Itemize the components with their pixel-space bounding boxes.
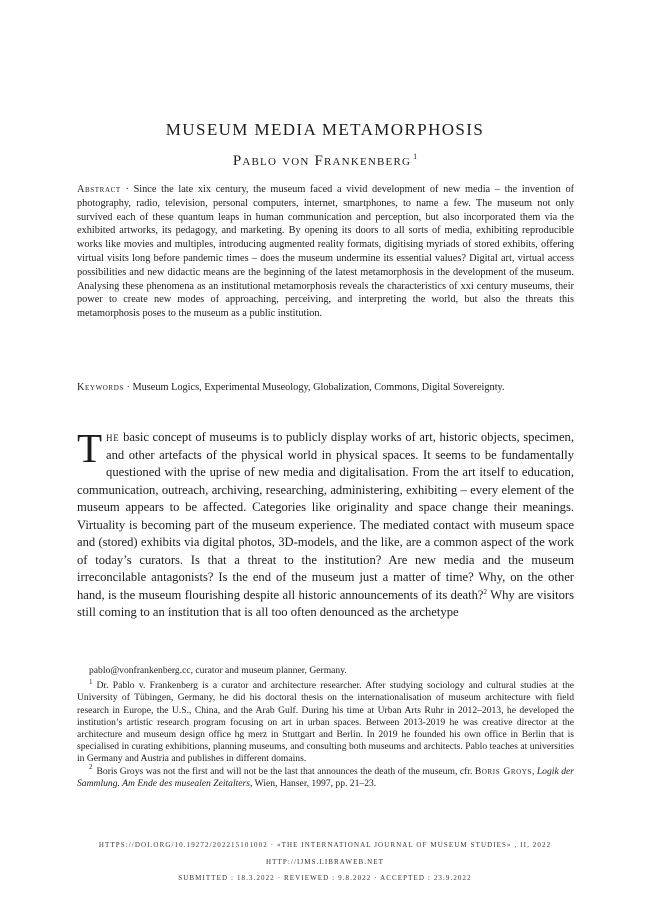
drop-cap: T [77, 425, 103, 471]
body-smallcaps-start: he [106, 430, 120, 444]
abstract-separator: · [125, 184, 129, 195]
abstract [77, 183, 574, 321]
author-line [0, 152, 650, 170]
article-title: MUSEUM MEDIA METAMORPHOSIS [165, 120, 485, 139]
keywords-text: Museum Logics, Experimental Museology, Globalization, Commons, Digital Sovereignty. [132, 382, 505, 393]
footnote-2 [77, 763, 574, 790]
footnote-2-author: Boris Groys [474, 765, 532, 777]
journal-url[interactable]: HTTP://IJMS.LIBRAWEB.NET [265, 858, 384, 866]
footnote-2-text-b: , [531, 765, 537, 777]
footnotes [77, 665, 574, 790]
submission-dates: SUBMITTED : 18.3.2022 · REVIEWED : 9.8.2022 · ACCEPTED : 23.9.2022 [178, 874, 472, 882]
doi-line[interactable]: HTTPS://DOI.ORG/10.19272/202215101002 · «THE INTERNATIONAL JOURNAL OF MUSEUM STUDIES» , II, 2022 [98, 841, 552, 849]
author-contact [77, 665, 574, 677]
abstract-text: Since the late xix century, the museum faced a vivid development of new media – the invention of photography, radio, television, personal computers, internet, smartphones, to name a few. The museum not only survived each of these quantum leaps in human communication and perception, but also incorporated them via the exhibited artworks, its pedagogy, and marketing. By opening its doors to all sorts of media, exhibiting reproducible works like movies and multiples, introducing augmented reality formats, digitising myriads of stored exhibits, offering virtual visits long before pandemic times – does the museum undermine its essential values? Digital art, virtual access possibilities and new didactic means are the beginning of the latest metamorphosis in the development of the museum. Analysing these phenomena as an institutional metamorphosis reveals the characteristics of xxi century museums, their power to create new modes of approaching, perceiving, and interpreting the world, but also the threats this metamorphosis poses to the museum as a public institution. [77, 184, 575, 320]
author-name: Pablo von Frankenberg [232, 153, 412, 169]
body-text-part-2: Why are visitors still coming to an institution that is all too often denounced as the archetype [77, 587, 574, 620]
footnote-1-text: Dr. Pablo v. Frankenberg is a curator and architecture researcher. After studying sociology and cultural studies at the University of Tübingen, Germany, he did his doctoral thesis on the internationalisation of museum architecture with field research in Europe, the U.S., China, and the Arab Gulf. During his time at Urban Arts Ruhr in 2012–2013, he developed the institution’s artistic research program focusing on art in urban spaces. Between 2013-2019 he was creative director at the architecture and museum design office hg merz in Stuttgart and Berlin. In 2019 he founded his own office in Berlin that is specialised in curating exhibitions, planning museums, and consulting both museums and architects. Pablo teaches at universities in Germany and Austria and publishes in different domains. [77, 680, 574, 765]
keywords-separator: · [126, 382, 130, 393]
body-text-part-1: basic concept of museums is to publicly display works of art, historic objects, specimen, and other artefacts of the physical world in physical spaces. It seems to be fundamentally questioned with the uprise of new media and digitalisation. From the art itself to education, communication, outreach, archiving, researching, administering, exhibiting – every element of the museum appears to be affected. Categories like originality and space change their meanings. Virtuality is becoming part of the museum experience. The mediated contact with museum space and (stored) exhibits via digital photos, 3D-models, and the like, are a common aspect of the work of today’s curators. Is that a threat to the institution? Are new media and the museum irreconcilable antagonists? Is the end of the museum just a matter of time? Why, on the other hand, is the museum flourishing despite all historic announcements of its death? [77, 430, 574, 602]
abstract-label: Abstract [77, 184, 121, 195]
footnote-2-work: Logik der Sammlung. Am Ende des musealen Zeitalters [77, 765, 574, 789]
footnote-2-text-a: Boris Groys was not the first and will not be the last that announces the death of the museum, cfr. [96, 765, 475, 777]
body-footnote-ref: 2 [483, 587, 488, 596]
footnote-2-text-c: , Wien, Hanser, 1997, pp. 21–23. [250, 777, 377, 789]
author-footnote-ref: 1 [413, 152, 418, 161]
footnote-2-number: 2 [89, 763, 93, 772]
footnote-1 [77, 680, 574, 765]
keywords-label: Keywords [77, 382, 124, 393]
author-email[interactable]: pablo@vonfrankenberg.cc, curator and museum planner, Germany. [89, 665, 347, 676]
keywords [77, 381, 574, 395]
footnote-1-number: 1 [89, 678, 93, 687]
body-paragraph [77, 425, 574, 622]
